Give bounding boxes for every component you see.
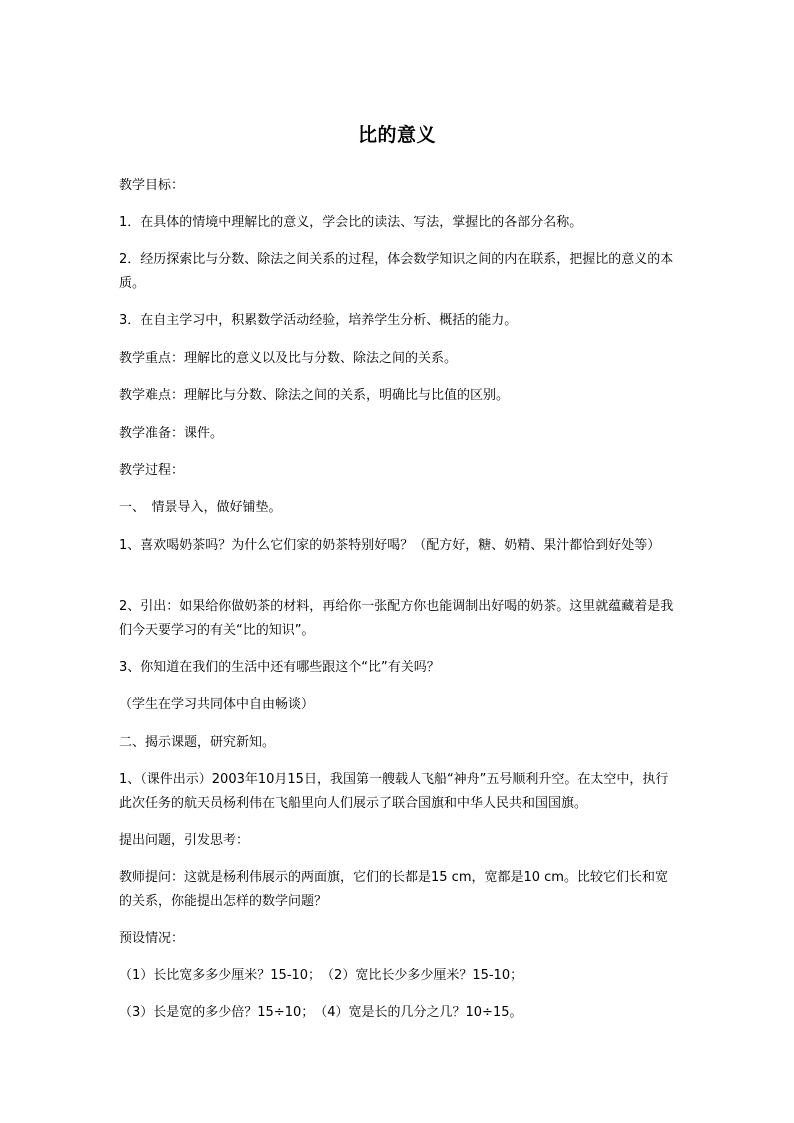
step-2: 2、引出：如果给你做奶茶的材料，再给你一张配方你也能调制出好喝的奶茶。这里就蕴藏着是我们今天要学习的有关“比的知识”。: [119, 599, 674, 638]
teacher-question: 教师提问：这就是杨利伟展示的两面旗，它们的长都是15 cm，宽都是10 cm。比较它们长和宽的关系，你能提出怎样的数学问题？: [119, 870, 668, 909]
step-3: 3、你知道在我们的生活中还有哪些跟这个“比”有关吗？: [119, 660, 440, 675]
raise-question: 提出问题，引发思考：: [119, 833, 250, 848]
courseware-display: 1、（课件出示）2003年10月15日，我国第一艘载人飞船“神舟”五号顺利升空。在太空中，执行此次任务的航天员杨利伟在飞船里向人们展示了联合国旗和中华人民共和国国旗。: [119, 772, 669, 811]
objective-2: 2．经历探索比与分数、除法之间关系的过程，体会数学知识之间的内在联系，把握比的意义的本质。: [119, 252, 674, 291]
objective-1: 1．在具体的情境中理解比的意义，学会比的读法、写法，掌握比的各部分名称。: [119, 215, 583, 230]
student-discussion: （学生在学习共同体中自由畅谈）: [119, 697, 315, 712]
objectives-heading: 教学目标：: [119, 178, 185, 193]
situation-3-4: （3）长是宽的多少倍？15÷10； （4）宽是长的几分之几？10÷15。: [119, 1005, 523, 1020]
preset-situations: 预设情况：: [119, 931, 185, 946]
section-1-heading: 一、 情景导入，做好铺垫。: [119, 500, 282, 515]
section-2-heading: 二、揭示课题，研究新知。: [119, 735, 276, 750]
preparation: 教学准备：课件。: [119, 426, 224, 441]
situation-1-2: （1）长比宽多多少厘米？15-10； （2）宽比长少多少厘米？15-10；: [119, 968, 524, 983]
key-points: 教学重点：理解比的意义以及比与分数、除法之间的关系。: [119, 351, 458, 366]
objective-3: 3．在自主学习中，积累数学活动经验，培养学生分析、概括的能力。: [119, 313, 518, 328]
step-1: 1、喜欢喝奶茶吗？为什么它们家的奶茶特别好喝？（配方好，糖、奶精、果汁都恰到好处等）: [119, 538, 661, 553]
page-title: 比的意义: [357, 124, 436, 146]
process-heading: 教学过程：: [119, 463, 185, 478]
difficult-points: 教学难点：理解比与分数、除法之间的关系，明确比与比值的区别。: [119, 388, 510, 403]
